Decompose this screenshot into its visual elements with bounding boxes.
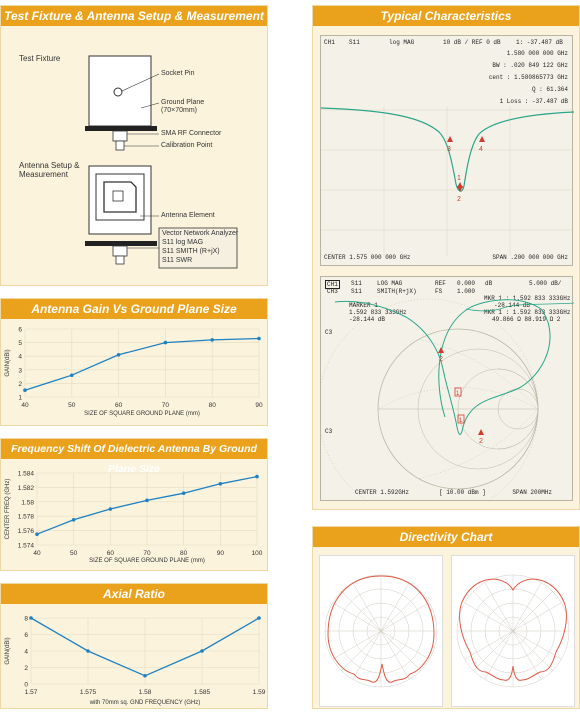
freq-chart bbox=[1, 459, 269, 572]
marker-2-label: 2 bbox=[457, 196, 461, 203]
data-point bbox=[109, 507, 113, 511]
data-point bbox=[257, 616, 261, 620]
smith-ref-val: 0.000 bbox=[457, 280, 476, 287]
series-line bbox=[25, 339, 259, 391]
x-tick-label: 1.59 bbox=[252, 689, 266, 696]
ground-plane-label: Ground Plane bbox=[161, 99, 205, 106]
axial-header: Axial Ratio bbox=[1, 584, 267, 604]
y-tick-label: 1.574 bbox=[17, 542, 34, 550]
gain-header: Antenna Gain Vs Ground Plane Size bbox=[1, 299, 267, 319]
data-point bbox=[35, 532, 39, 536]
x-axis-label: with 70mm sq. GND FREQUENCY (GHz) bbox=[89, 700, 201, 706]
y-tick-label: 8 bbox=[24, 615, 28, 623]
element-label: Antenna Element bbox=[161, 212, 215, 219]
y-axis-label: GAIN(dBi) bbox=[5, 349, 11, 377]
x-axis-label: SIZE OF SQUARE GROUND PLANE (mm) bbox=[84, 411, 200, 417]
smith-format: SMITH(R+jX) bbox=[377, 288, 417, 295]
y-tick-label: 1.576 bbox=[17, 528, 34, 536]
marker-3-label: 3 bbox=[447, 146, 451, 153]
data-point bbox=[164, 341, 168, 345]
fixture-header: Test Fixture & Antenna Setup & Measurement bbox=[1, 6, 267, 26]
smith-chart bbox=[321, 277, 574, 502]
y-axis-label: GAIN(dBi) bbox=[5, 637, 11, 665]
x-tick-label: 60 bbox=[114, 402, 123, 409]
axial-chart bbox=[1, 604, 269, 710]
vna-ch: CH1 bbox=[324, 39, 335, 46]
y-tick-label: 1 bbox=[18, 394, 22, 402]
x-tick-label: 50 bbox=[68, 402, 76, 409]
y-axis-label: CENTER FREQ (GHz) bbox=[5, 478, 11, 540]
test-fixture-label: Test Fixture bbox=[19, 54, 61, 63]
smith-fs: FS bbox=[435, 288, 443, 295]
marker-3 bbox=[447, 136, 453, 142]
marker-4 bbox=[479, 136, 485, 142]
x-tick-label: 1.57 bbox=[24, 689, 38, 696]
typical-header: Typical Characteristics bbox=[313, 6, 579, 26]
fixture-ground-plane bbox=[89, 56, 151, 126]
y-tick-label: 1.582 bbox=[17, 484, 34, 492]
gain-panel bbox=[0, 298, 268, 426]
vna-line-2: S11 log MAG bbox=[162, 239, 204, 246]
vna-logmag-screen bbox=[320, 35, 573, 266]
x-tick-label: 70 bbox=[143, 550, 151, 557]
smith-c3-bottom: C3 bbox=[325, 428, 333, 435]
smith-ref: REF bbox=[435, 280, 446, 287]
smith-marker-db: -28.144 dB bbox=[349, 316, 386, 323]
y-tick-label: 5 bbox=[18, 340, 22, 348]
directivity-chart-left bbox=[319, 555, 443, 707]
calibration-label: Calibration Point bbox=[161, 142, 213, 149]
x-tick-label: 40 bbox=[21, 402, 29, 409]
x-axis-label: SIZE OF SQUARE GROUND PLANE (mm) bbox=[89, 558, 205, 564]
vna-line-1: Vector Network Analyzer bbox=[162, 230, 239, 237]
smith-s11a: S11 bbox=[351, 280, 362, 287]
sma-label: SMA RF Connector bbox=[161, 130, 222, 137]
y-tick-label: 2 bbox=[18, 380, 22, 388]
x-tick-label: 70 bbox=[161, 402, 170, 409]
data-point bbox=[70, 373, 74, 377]
data-point bbox=[143, 674, 147, 678]
smith-marker-freq: 1.592 833 333GHz bbox=[349, 309, 407, 316]
vna-readout-4: Q : 61.364 bbox=[531, 86, 568, 93]
gain-chart bbox=[1, 319, 269, 427]
smith-marker-2-top-label: 2 bbox=[439, 356, 443, 363]
x-tick-label: 80 bbox=[208, 402, 216, 409]
y-tick-label: 1.58 bbox=[21, 499, 34, 507]
x-tick-label: 100 bbox=[251, 550, 263, 557]
data-point bbox=[117, 353, 121, 357]
smith-mkr-2: -28.144 dB bbox=[494, 302, 531, 309]
setup-label-1: Antenna Setup & bbox=[19, 161, 80, 170]
y-tick-label: 0 bbox=[24, 681, 28, 689]
y-tick-label: 1.578 bbox=[17, 513, 34, 521]
smith-marker-title: MARKER 1 bbox=[349, 302, 378, 309]
x-tick-label: 1.585 bbox=[193, 689, 211, 696]
data-point bbox=[219, 482, 223, 486]
vna-span: SPAN .200 000 000 GHz bbox=[492, 254, 568, 261]
smith-fs-val: 1.000 bbox=[457, 288, 476, 295]
freq-header: Frequency Shift Of Dielectric Antenna By Ground Plane Size bbox=[1, 439, 267, 459]
calibration-point bbox=[116, 141, 124, 150]
vna-line-3: S11 SMITH (R+jX) bbox=[162, 248, 220, 255]
y-tick-label: 2 bbox=[24, 665, 28, 672]
y-tick-label: 6 bbox=[24, 632, 28, 639]
smith-ref-unit: dB bbox=[485, 280, 493, 287]
axial-panel bbox=[0, 583, 268, 709]
vna-logmag-plot bbox=[321, 36, 574, 267]
data-point bbox=[257, 337, 261, 341]
smith-s11b: S11 bbox=[351, 288, 362, 295]
marker-4-label: 4 bbox=[479, 146, 483, 153]
data-point bbox=[23, 388, 27, 392]
data-point bbox=[86, 649, 90, 653]
x-tick-label: 50 bbox=[70, 550, 78, 557]
vna-readout-3: cent : 1.580865773 GHz bbox=[488, 74, 568, 81]
fixture-base bbox=[85, 126, 157, 131]
vna-markers bbox=[447, 136, 485, 192]
smith-marker-2-top bbox=[438, 347, 444, 353]
smith-mkr-4: 49.866 Ω 88.919 Ω 2 bbox=[492, 316, 561, 323]
smith-marker-2-bottom bbox=[478, 429, 484, 435]
vna-smith-screen bbox=[320, 276, 573, 501]
directivity-panel bbox=[312, 526, 580, 709]
data-point bbox=[145, 499, 149, 503]
smith-logmag-trace bbox=[466, 303, 574, 311]
smith-ch3: CH3 bbox=[327, 288, 338, 295]
vna-scale: 10 dB / REF 0 dB bbox=[443, 39, 501, 46]
vna-param: S11 bbox=[349, 39, 360, 46]
smith-span: SPAN 200MHz bbox=[512, 489, 552, 496]
vna-format: log MAG bbox=[389, 39, 415, 46]
vna-readout-5: 1 Loss : -37.487 dB bbox=[499, 98, 568, 105]
data-point bbox=[182, 491, 186, 495]
setup-label-2: Measurement bbox=[19, 170, 68, 179]
x-tick-label: 80 bbox=[180, 550, 188, 557]
smith-c3-top: C3 bbox=[325, 329, 333, 336]
fixture-panel bbox=[0, 5, 268, 286]
ground-plane-size-label: (70×70mm) bbox=[161, 107, 197, 114]
x-tick-label: 90 bbox=[255, 402, 263, 409]
directivity-chart-right bbox=[451, 555, 575, 707]
x-tick-label: 90 bbox=[216, 550, 224, 557]
smith-marker-1-a-label: 1 bbox=[456, 391, 460, 397]
y-tick-label: 1.584 bbox=[17, 470, 34, 478]
vna-marker-value: 1: -37.487 dB bbox=[516, 39, 563, 46]
x-tick-label: 1.575 bbox=[79, 689, 97, 696]
freq-panel bbox=[0, 438, 268, 571]
marker-1-label: 1 bbox=[457, 175, 461, 182]
vna-readout-2: BW : .020 849 122 GHz bbox=[492, 62, 568, 69]
x-tick-label: 40 bbox=[33, 550, 41, 557]
data-point bbox=[72, 518, 76, 522]
vna-line-4: S11 SWR bbox=[162, 257, 193, 264]
data-point bbox=[200, 649, 204, 653]
smith-power: [ 10.00 dBm ] bbox=[439, 489, 486, 496]
smith-logmag: LOG MAG bbox=[377, 280, 403, 287]
vna-readout-1: 1.580 000 000 GHz bbox=[506, 50, 568, 57]
x-tick-label: 1.58 bbox=[138, 689, 152, 696]
smith-marker-2-bottom-label: 2 bbox=[479, 438, 483, 445]
data-point bbox=[210, 338, 214, 342]
smith-scale: 5.000 dB/ bbox=[529, 280, 562, 287]
fixture-diagram bbox=[1, 26, 269, 287]
smith-ch1: CH1 bbox=[327, 281, 338, 288]
y-tick-label: 3 bbox=[18, 367, 22, 375]
x-tick-label: 60 bbox=[106, 550, 114, 557]
directivity-header: Directivity Chart bbox=[313, 527, 579, 547]
y-tick-label: 4 bbox=[24, 648, 28, 656]
data-point bbox=[29, 616, 33, 620]
y-tick-label: 6 bbox=[18, 326, 22, 334]
typical-panel bbox=[312, 5, 580, 510]
smith-center: CENTER 1.592GHz bbox=[355, 489, 410, 496]
smith-mkr-3: MKR 1 : 1.592 833 333GHz bbox=[484, 309, 571, 316]
smith-s11-trace bbox=[335, 300, 550, 435]
data-point bbox=[255, 475, 259, 479]
sma-connector bbox=[113, 131, 127, 141]
y-tick-label: 4 bbox=[18, 353, 22, 361]
vna-center: CENTER 1.575 000 000 GHz bbox=[324, 254, 411, 261]
smith-mkr-1: MKR 1 : 1.592 833 333GHz bbox=[484, 295, 571, 302]
smith-marker-1-b-label: 1 bbox=[459, 418, 463, 424]
socket-pin-label: Socket Pin bbox=[161, 70, 195, 77]
